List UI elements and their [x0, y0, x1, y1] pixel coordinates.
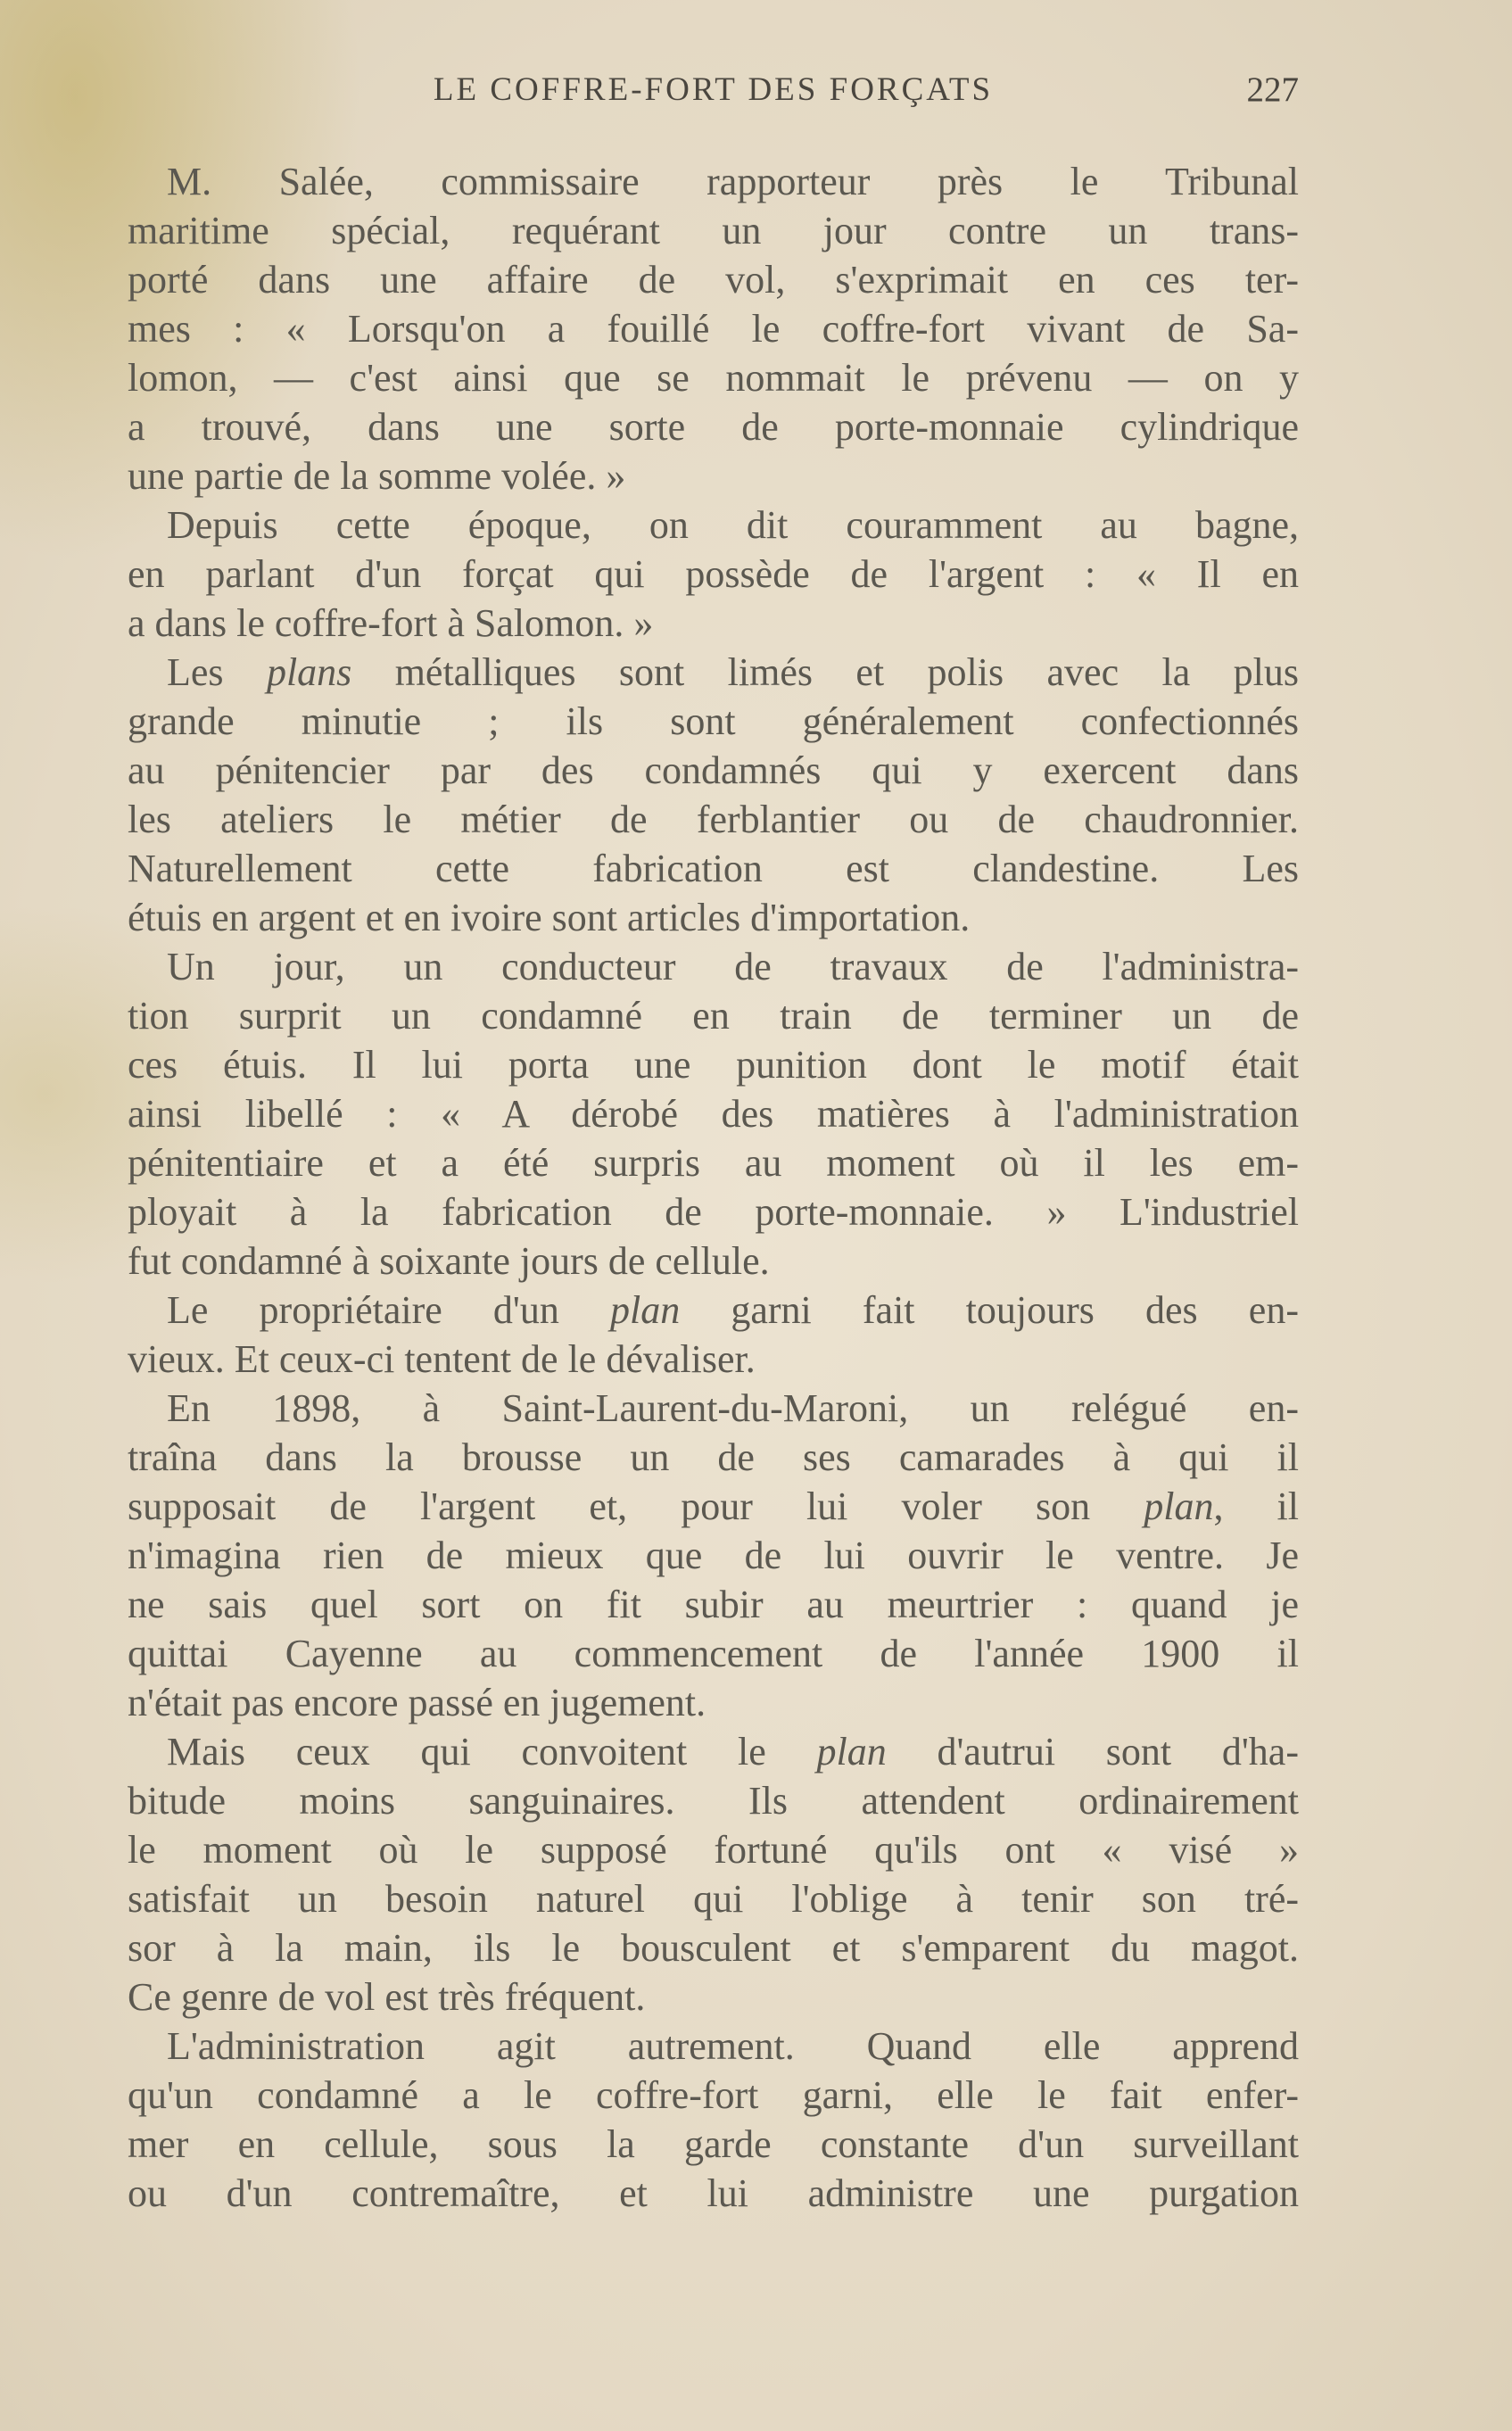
italic-term: plan	[1144, 1484, 1214, 1528]
text-line: ces étuis. Il lui porta une punition dont le motif était	[128, 1043, 1299, 1087]
running-title: LE COFFRE-FORT DES FORÇATS	[433, 71, 994, 108]
text-line: L'administration agit autrement. Quand elle apprend	[167, 2024, 1299, 2068]
text-line: traîna dans la brousse un de ses camarades à qui il	[128, 1435, 1299, 1479]
text-line: Un jour, un conducteur de travaux de l'administra-	[167, 945, 1299, 988]
text-line: en parlant d'un forçat qui possède de l'argent : « Il en	[128, 552, 1299, 596]
running-head	[128, 68, 1299, 112]
text-segment: Le propriétaire d'un	[167, 1288, 610, 1332]
text-line: ployait à la fabrication de porte-monnaie. » L'industriel	[128, 1190, 1299, 1234]
text-segment: supposait de l'argent et, pour lui voler son	[128, 1484, 1144, 1528]
text-line: porté dans une affaire de vol, s'exprimait en ces ter-	[128, 258, 1299, 302]
text-line: a trouvé, dans une sorte de porte-monnaie cylindrique	[128, 405, 1299, 449]
text-line: les ateliers le métier de ferblantier ou de chaudronnier.	[128, 798, 1299, 841]
text-line: mer en cellule, sous la garde constante d'un surveillant	[128, 2122, 1299, 2166]
italic-term: plans	[266, 650, 352, 694]
text-line: M. Salée, commissaire rapporteur près le Tribunal	[167, 160, 1299, 203]
body-text	[128, 157, 1299, 2218]
text-line: maritime spécial, requérant un jour contre un trans-	[128, 209, 1299, 252]
text-line: bitude moins sanguinaires. Ils attendent ordinairement	[128, 1779, 1299, 1823]
text-segment: d'autrui sont d'ha-	[886, 1730, 1299, 1774]
text-line: étuis en argent et en ivoire sont articles d'importation.	[128, 896, 971, 939]
text-line	[128, 1727, 1299, 1776]
text-line: satisfait un besoin naturel qui l'oblige à tenir son tré-	[128, 1877, 1299, 1921]
text-line: ou d'un contremaître, et lui administre une purgation	[128, 2171, 1299, 2215]
italic-term: plan	[609, 1288, 681, 1332]
text-line: a dans le coffre-fort à Salomon. »	[128, 601, 654, 645]
text-line: ainsi libellé : « A dérobé des matières à l'administration	[128, 1092, 1299, 1136]
text-line: Naturellement cette fabrication est clandestine. Les	[128, 847, 1299, 890]
text-line	[128, 1482, 1299, 1531]
text-line: grande minutie ; ils sont généralement confectionnés	[128, 699, 1299, 743]
text-line: qu'un condamné a le coffre-fort garni, elle le fait enfer-	[128, 2073, 1299, 2117]
text-line: mes : « Lorsqu'on a fouillé le coffre-fort vivant de Sa-	[128, 307, 1299, 351]
text-line: lomon, — c'est ainsi que se nommait le prévenu — on y	[128, 356, 1299, 400]
text-line: tion surprit un condamné en train de terminer un de	[128, 994, 1299, 1038]
text-line	[128, 648, 1299, 697]
text-segment: , il	[1213, 1484, 1299, 1528]
text-segment: garni fait toujours des en-	[680, 1288, 1299, 1332]
italic-term: plan	[816, 1730, 887, 1774]
text-line: n'était pas encore passé en jugement.	[128, 1681, 706, 1724]
text-line: fut condamné à soixante jours de cellule.	[128, 1239, 770, 1283]
text-line: une partie de la somme volée. »	[128, 454, 626, 498]
text-line: ne sais quel sort on fit subir au meurtrier : quand je	[128, 1583, 1299, 1626]
text-line: En 1898, à Saint-Laurent-du-Maroni, un relégué en-	[167, 1386, 1299, 1430]
text-line: vieux. Et ceux-ci tentent de le dévaliser.	[128, 1337, 756, 1381]
text-line: au pénitencier par des condamnés qui y exercent dans	[128, 748, 1299, 792]
text-line: Ce genre de vol est très fréquent.	[128, 1975, 646, 2019]
text-segment: Mais ceux qui convoitent le	[167, 1730, 817, 1774]
text-line: le moment où le supposé fortuné qu'ils ont « visé »	[128, 1828, 1299, 1872]
text-line: sor à la main, ils le bousculent et s'emparent du magot.	[128, 1926, 1299, 1970]
text-line	[128, 1286, 1299, 1335]
page-number: 227	[1246, 70, 1299, 109]
text-line: pénitentiaire et a été surpris au moment où il les em-	[128, 1141, 1299, 1185]
text-line: quittai Cayenne au commencement de l'année 1900 il	[128, 1632, 1299, 1675]
text-segment: métalliques sont limés et polis avec la plus	[351, 650, 1299, 694]
text-segment: Les	[167, 650, 267, 694]
text-line: Depuis cette époque, on dit couramment au bagne,	[167, 503, 1299, 547]
text-line: n'imagina rien de mieux que de lui ouvrir le ventre. Je	[128, 1534, 1299, 1577]
